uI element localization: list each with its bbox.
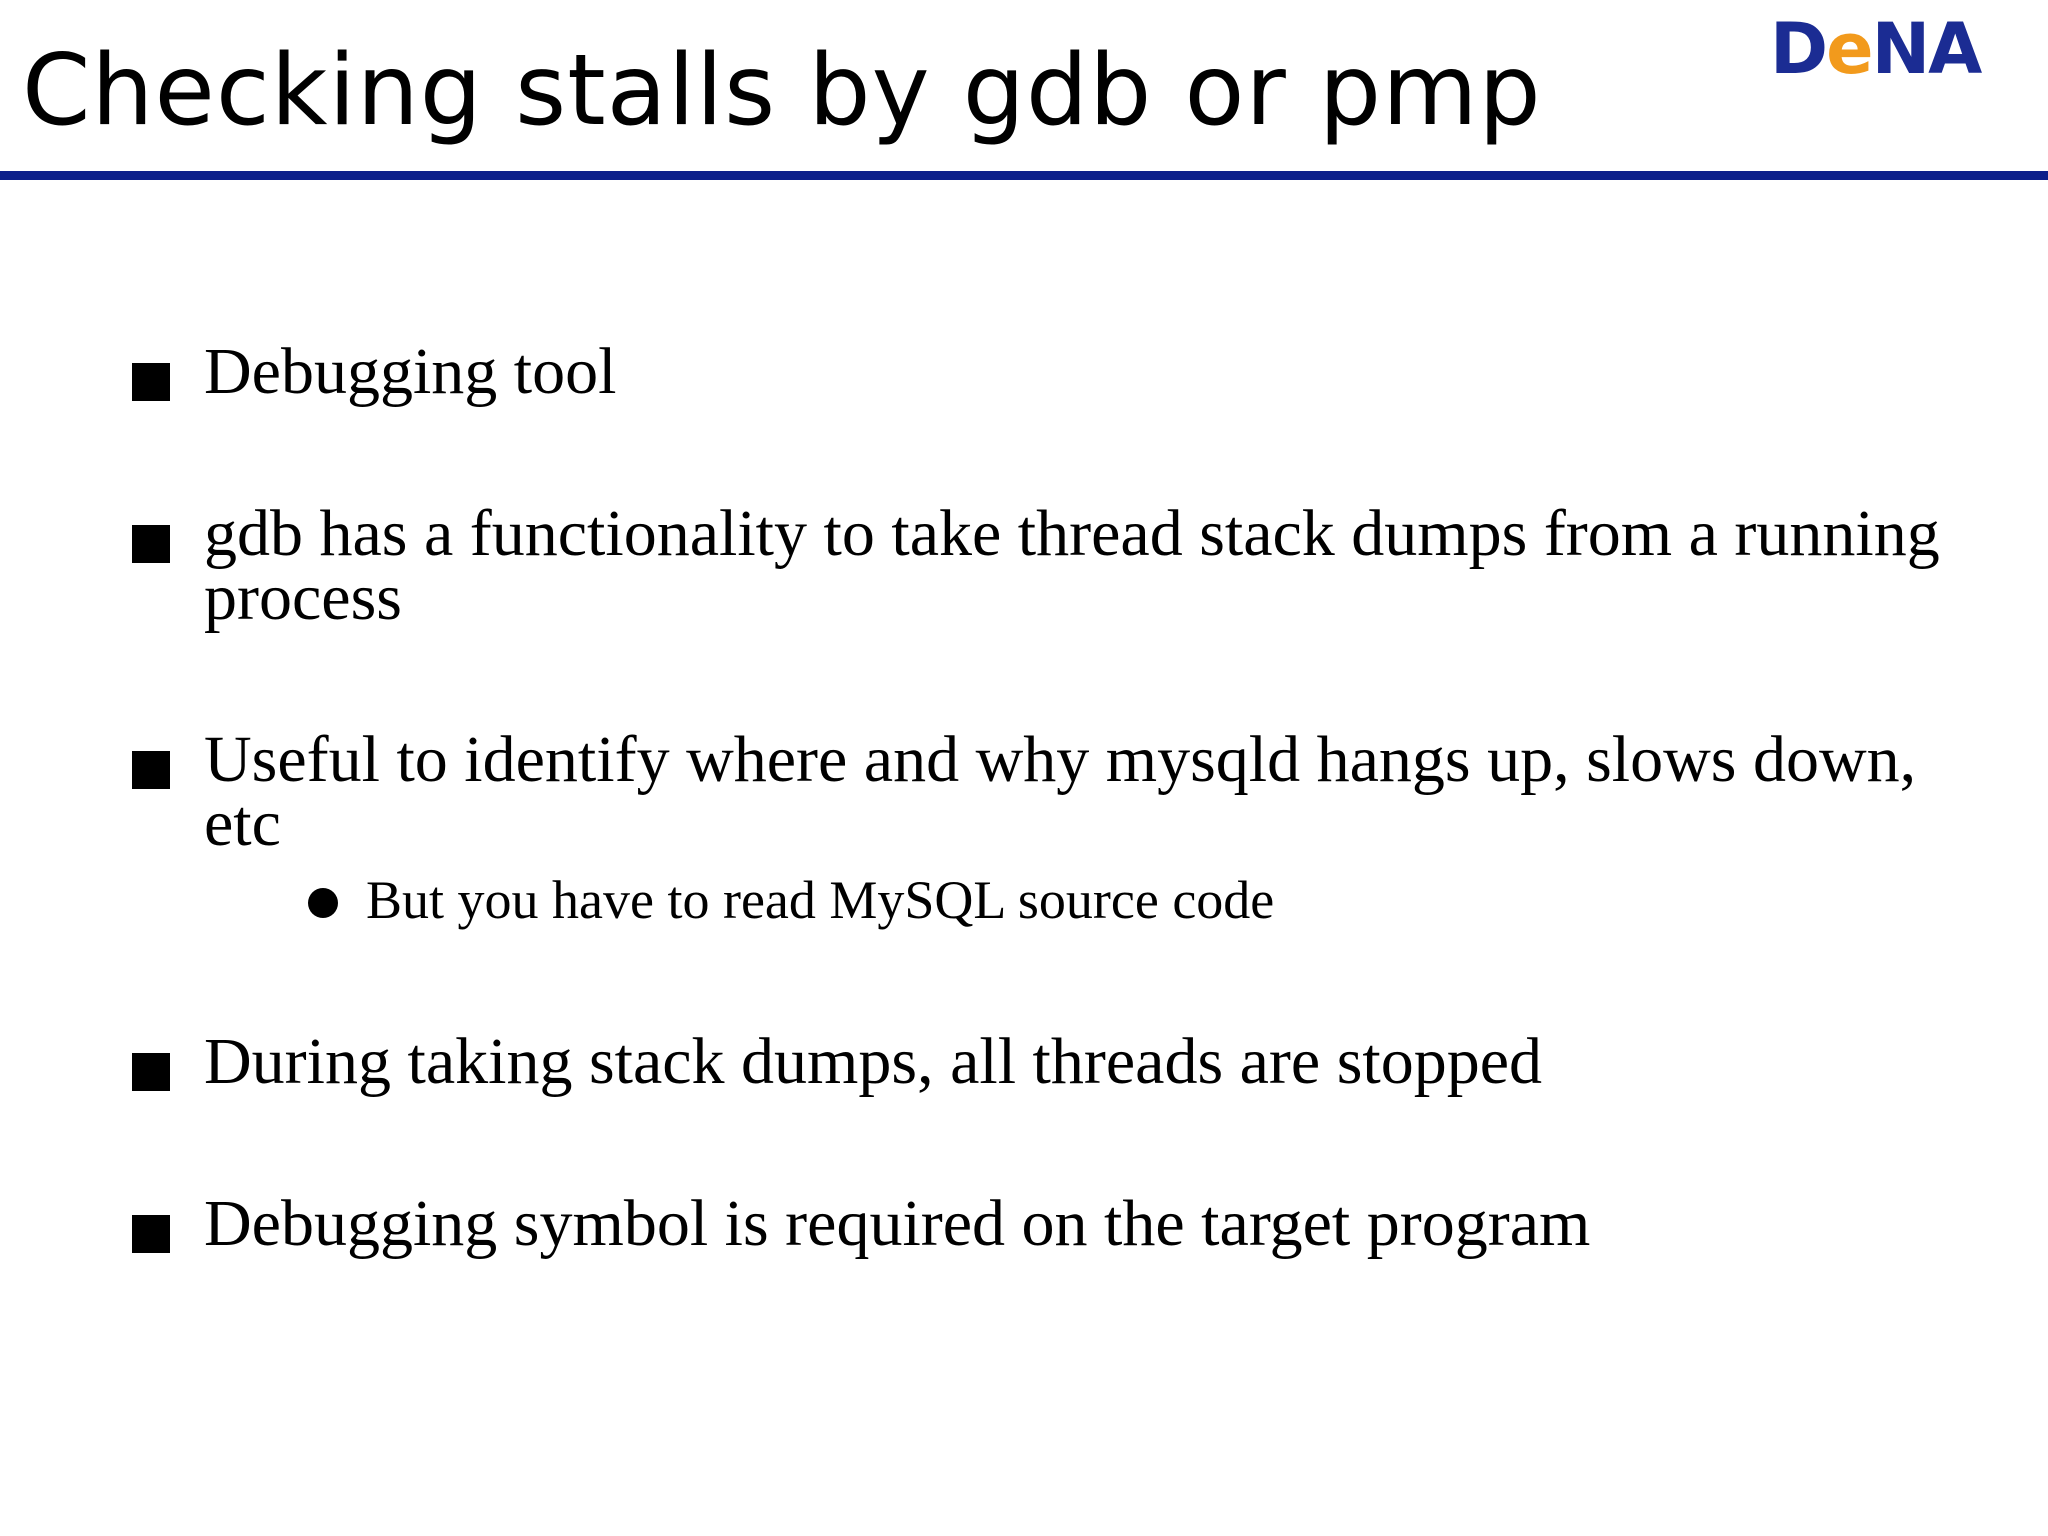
bullet-item-debugging-tool <box>130 335 1960 408</box>
bullet-list <box>130 335 1960 1260</box>
bullet-text: Debugging symbol is required on the target program <box>204 1187 1591 1260</box>
dena-logo <box>1770 8 1981 90</box>
slide-title: Checking stalls by gdb or pmp <box>22 34 1542 148</box>
bullet-text: During taking stack dumps, all threads are stopped <box>204 1025 1543 1098</box>
bullet-text: Useful to identify where and why mysqld hangs up, slows down, etc <box>204 723 1917 860</box>
square-bullet-icon <box>132 363 170 401</box>
sub-bullet-item-read-source <box>204 868 1960 932</box>
logo-letters-na: NA <box>1871 8 1981 90</box>
square-bullet-icon <box>132 1215 170 1253</box>
title-divider <box>0 171 2048 180</box>
square-bullet-icon <box>132 525 170 563</box>
bullet-text: gdb has a functionality to take thread stack dumps from a running process <box>204 497 1940 634</box>
bullet-item-useful-to-identify <box>130 723 1960 932</box>
square-bullet-icon <box>132 751 170 789</box>
round-bullet-icon <box>308 888 338 918</box>
logo-letter-e: e <box>1826 8 1872 90</box>
bullet-item-threads-stopped <box>130 1025 1960 1098</box>
logo-letter-d: D <box>1770 8 1827 90</box>
bullet-item-gdb-functionality <box>130 497 1960 634</box>
square-bullet-icon <box>132 1053 170 1091</box>
bullet-text: Debugging tool <box>204 335 617 408</box>
bullet-item-debugging-symbol <box>130 1187 1960 1260</box>
sub-bullet-text: But you have to read MySQL source code <box>366 870 1275 930</box>
